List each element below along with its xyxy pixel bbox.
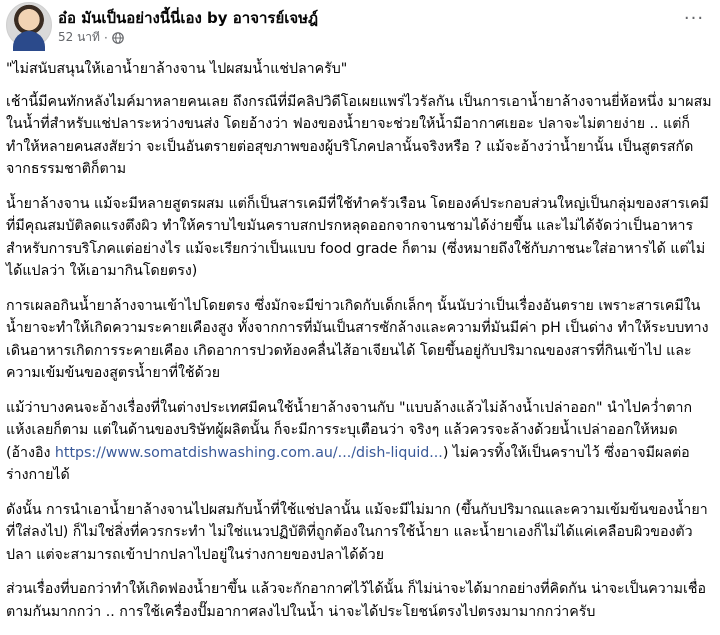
more-dots-icon[interactable]: ··· <box>683 7 705 29</box>
paragraph-5-text-before: แม้ว่าบางคนจะอ้างเรื่องที่ในต่างประเทศมีคนใช้น้ำยาล้างจานกับ "แบบล้างแล้วไม่ล้างน้ำเปล่าออก" นำไปคว่ำตากแห้งเลยก็ตาม แต่ในด้านของบริษัทผู้ผลิตนั้น ก็จะมีการระบุเตือนว่า จริงๆ แล้วควรจะล้างด้วยน้ำเปล่าออกให้หมด (อ้างอิง <box>6 399 693 461</box>
author-name[interactable]: อ๋อ มันเป็นอย่างนี้นี่เอง by อาจารย์เจษฎ์ <box>58 9 319 27</box>
post-paragraph-3: น้ำยาล้างจาน แม้จะมีหลายสูตรผสม แต่ก็เป็นสารเคมีที่ใช้ทำครัวเรือน โดยองค์ประกอบส่วนใหญ่เป็นกลุ่มของสารเคมีที่มีคุณสมบัติลดแรงตึงผิว ทำให้คราบไขมันคราบสกปรกหลุดออกจากจานชามได้ง่ายขึ้น และไม่ได้จัดว่าเป็นอาหารสำหรับการบริโภคแต่อย่างไร แม้จะเรียกว่าเป็นแบบ food grade ก็ตาม (ซึ่งหมายถึงใช้กับภาชนะใส่อาหารได้ แต่ไม่ได้แปลว่า ให้เอามากินโดยตรง) <box>6 195 709 279</box>
globe-icon <box>112 32 124 44</box>
post-paragraph-2: เช้านี้มีคนทักหลังไมค์มาหลายคนเลย ถึงกรณีที่มีคลิปวิดีโอเผยแพร่ไวรัลกัน เป็นการเอาน้ำยาล้างจานยี่ห้อหนึ่ง มาผสมในน้ำที่สำหรับแช่ปลาระหว่างขนส่ง โดยอ้างว่า ฟองของน้ำยาจะช่วยให้น้ำมีอากาศเยอะ ปลาจะไม่ตายง่าย .. แต่ก็ทำให้หลายคนสงสัยว่า จะเป็นอันตรายต่อสุขภาพของผู้บริโภคปลานั้นจริงหรือ ? แม้จะอ้างว่าน้ำยานั้น เป็นสูตรสกัดจากธรรมชาติก็ตาม <box>6 93 712 177</box>
post-paragraph-4: การเผลอกินน้ำยาล้างจานเข้าไปโดยตรง ซึ่งมักจะมีข่าวเกิดกับเด็กเล็กๆ นั้นนับว่าเป็นเรื่องอันตราย เพราะสารเคมีในน้ำยาจะทำให้เกิดความระคายเคืองสูง ทั้งจากการที่มันเป็นสารซักล้างและความที่มันมีค่า pH เป็นด่าง ทำให้ระบบทางเดินอาหารเกิดการระคายเคือง เกิดอาการปวดท้องคลื่นไส้อาเจียนได้ โดยขึ้นอยู่กับปริมาณของสารที่กินเข้าไป และความเข้มข้นของสูตรน้ำยาที่ใช้ด้วย <box>6 297 709 381</box>
paragraph-5-text-after: ) ไม่ควรทิ้งให้เป็นคราบไว้ ซึ่งอาจมีผลต่อร่างกายได้ <box>6 444 690 483</box>
reference-link[interactable]: https://www.somatdishwashing.com.au/.../dish-liquid... <box>54 444 443 461</box>
post-paragraph-6: ดังนั้น การนำเอาน้ำยาล้างจานไปผสมกับน้ำที่ใช้แช่ปลานั้น แม้จะมีไม่มาก (ขึ้นกับปริมาณและความเข้มข้นของน้ำยาที่ใส่ลงไป) ก็ไม่ใช่สิ่งที่ควรกระทำ ไม่ใช่แนวปฏิบัติที่ถูกต้องในการใช้น้ำยา และน้ำยาเองก็ไม่ได้แค่เคลือบผิวของตัวปลา แต่จะสามารถเข้าปากปลาไปอยู่ในร่างกายของปลาได้ด้วย <box>6 501 708 563</box>
avatar-shirt <box>13 31 45 51</box>
avatar[interactable] <box>6 2 52 48</box>
post-meta <box>58 28 124 47</box>
post-header <box>6 2 714 50</box>
post-content <box>6 58 714 635</box>
post-paragraph-1: "ไม่สนับสนุนให้เอาน้ำยาล้างจาน ไปผสมน้ำแช่ปลาครับ" <box>6 61 348 77</box>
post-paragraph-5 <box>6 397 714 487</box>
post-time[interactable]: 52 นาที <box>58 30 100 44</box>
post-paragraph-7: ส่วนเรื่องที่บอกว่าทำให้เกิดฟองน้ำยาขึ้น แล้วจะกักอากาศไว้ได้นั้น ก็ไม่น่าจะได้มากอย่างที่คิดกัน น่าจะเป็นความเชื่อตามกันมากกว่า .. การใช้เครื่องปั๊มอากาศลงไปในน้ำ น่าจะได้ประโยชน์ตรงไปตรงมามากกว่าครับ <box>6 581 707 620</box>
meta-separator: · <box>103 30 108 45</box>
